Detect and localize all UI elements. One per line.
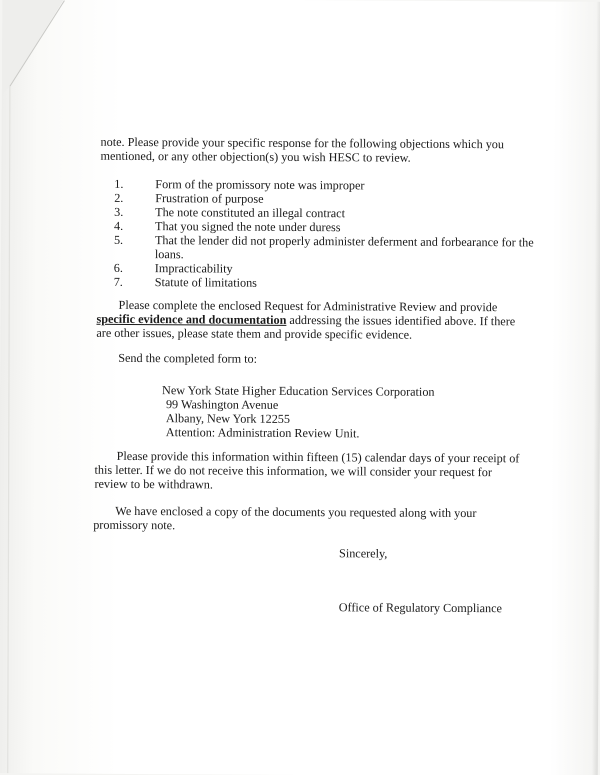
list-item-text: Form of the promissory note was improper bbox=[155, 177, 365, 193]
address-attention: Attention: Administration Review Unit. bbox=[165, 425, 360, 441]
address-organization: New York State Higher Education Services Corporation bbox=[162, 383, 435, 399]
signature-office: Office of Regulatory Compliance bbox=[338, 600, 503, 616]
address-city: Albany, New York 12255 bbox=[165, 411, 291, 426]
list-item-text: Frustration of purpose bbox=[155, 191, 264, 206]
list-item-text: The note constituted an illegal contract bbox=[155, 205, 346, 221]
complete-request-tail: addressing the issues identified above. If there are other issues, please state them and provide specific evidence. bbox=[96, 312, 516, 342]
list-item-text: That you signed the note under duress bbox=[155, 219, 341, 235]
complete-request-text: Please complete the enclosed Request for Administrative Review and provide bbox=[118, 297, 498, 315]
list-item-number: 2. bbox=[114, 190, 124, 205]
list-item-number: 1. bbox=[114, 176, 124, 191]
list-item-text: That the lender did not properly administer deferment and forbearance for the loans. bbox=[154, 233, 534, 262]
enclosed-paragraph bbox=[93, 504, 523, 535]
intro-paragraph: note. Please provide your specific response for the following objections which you mentioned, or any other objection(s) you wish HESC to review. bbox=[100, 134, 505, 165]
list-item-number: 5. bbox=[113, 232, 124, 247]
evidence-emphasis: specific evidence and documentation bbox=[96, 311, 287, 327]
send-form-line: Send the completed form to: bbox=[118, 350, 258, 366]
deadline-text: Please provide this information within fifteen (15) calendar days of your receipt of this letter. If we do not receive this information, we will consider your request for review to be withdrawn. bbox=[94, 448, 520, 492]
page-right-edge bbox=[592, 2, 600, 775]
list-item-number: 3. bbox=[114, 204, 124, 219]
list-item bbox=[114, 233, 534, 264]
complete-request-paragraph bbox=[96, 298, 526, 343]
objections-list bbox=[114, 177, 535, 292]
list-item-number: 6. bbox=[113, 260, 123, 275]
list-item-text: Statute of limitations bbox=[154, 275, 257, 290]
enclosed-text: We have enclosed a copy of the documents you requested along with your promissory note. bbox=[93, 503, 477, 533]
deadline-paragraph bbox=[94, 449, 524, 494]
address-street: 99 Washington Avenue bbox=[165, 397, 279, 412]
list-item-text: Impracticability bbox=[154, 261, 233, 276]
list-item-number: 4. bbox=[114, 218, 124, 233]
mailing-address bbox=[162, 383, 435, 441]
list-item bbox=[114, 275, 534, 292]
list-item-number: 7. bbox=[113, 274, 123, 289]
closing-salutation: Sincerely, bbox=[339, 546, 388, 561]
